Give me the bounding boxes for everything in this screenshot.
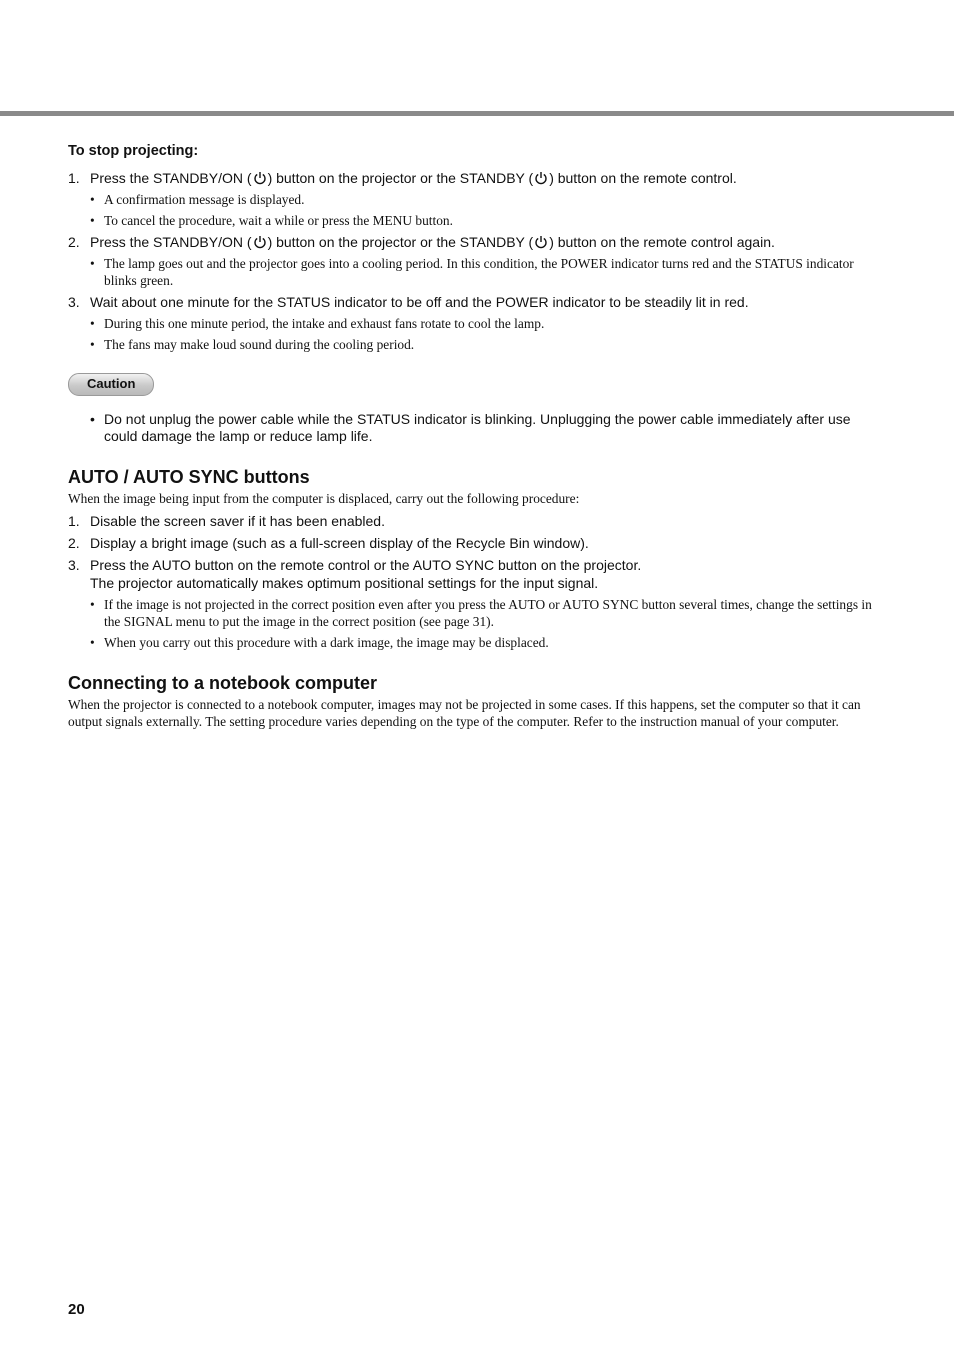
auto-sync-heading: AUTO / AUTO SYNC buttons — [68, 467, 310, 487]
stop-step-2-notes — [68, 255, 886, 289]
auto-step-2 — [68, 534, 886, 552]
step-text: Disable the screen saver if it has been enabled. — [90, 512, 385, 529]
list-item: • To cancel the procedure, wait a while or press the MENU button. — [68, 212, 886, 229]
list-item: • Do not unplug the power cable while the STATUS indicator is blinking. Unplugging the power cable immediately after use could damage the lamp or reduce lamp life. — [68, 411, 886, 445]
step-number: 2. — [68, 534, 80, 551]
step-text: Display a bright image (such as a full-screen display of the Recycle Bin window). — [90, 534, 589, 551]
step-text-pre: Press the STANDBY/ON ( — [90, 170, 252, 186]
stop-step-2 — [68, 233, 886, 251]
notebook-text: When the projector is connected to a notebook computer, images may not be projected in some cases. If this happens, set the computer so that it can output signals externally. The setting procedure varies depending on the type of the computer. Refer to the instruction manual of your computer. — [68, 696, 861, 729]
list-item: • The fans may make loud sound during the cooling period. — [68, 336, 886, 353]
step-text-post: ) button on the remote control. — [549, 170, 737, 186]
notebook-heading: Connecting to a notebook computer — [68, 672, 377, 693]
step-text: Press the AUTO button on the remote control or the AUTO SYNC button on the projector. — [90, 556, 642, 573]
step-text-post: ) button on the remote control again. — [549, 234, 775, 250]
step-text-mid: ) button on the projector or the STANDBY ( — [267, 170, 534, 186]
step-number: 3. — [68, 294, 80, 310]
list-item: • A confirmation message is displayed. — [68, 191, 886, 208]
caution-badge: Caution — [68, 373, 154, 396]
step-text-pre: Press the STANDBY/ON ( — [90, 234, 252, 250]
power-icon — [253, 235, 267, 249]
power-icon — [534, 171, 548, 185]
stop-step-1-notes — [68, 191, 886, 229]
step-number: 2. — [68, 234, 80, 250]
top-rule — [0, 111, 954, 116]
auto-sync-intro: When the image being input from the computer is displaced, carry out the following procedure: — [68, 491, 580, 506]
step-number: 3. — [68, 556, 80, 573]
step-text-continued: The projector automatically makes optimum positional settings for the input signal. — [90, 574, 599, 591]
step-number: 1. — [68, 170, 80, 186]
list-item: • If the image is not projected in the correct position even after you press the AUTO or AUTO SYNC button several times, change the settings in the SIGNAL menu to put the image in the correct position (see page 31). — [68, 596, 886, 630]
auto-step-3-notes — [68, 596, 886, 651]
page-number: 20 — [68, 1301, 85, 1318]
stop-step-1 — [68, 169, 886, 187]
list-item: • The lamp goes out and the projector goes into a cooling period. In this condition, the POWER indicator turns red and the STATUS indicator blinks green. — [68, 255, 886, 289]
caution-list — [68, 411, 886, 445]
step-text-mid: ) button on the projector or the STANDBY ( — [267, 234, 534, 250]
auto-step-3 — [68, 556, 886, 592]
stop-step-3 — [68, 293, 886, 311]
list-item: • When you carry out this procedure with a dark image, the image may be displaced. — [68, 634, 886, 651]
step-number: 1. — [68, 512, 80, 529]
stop-step-3-notes — [68, 315, 886, 353]
power-icon — [253, 171, 267, 185]
stop-projecting-heading: To stop projecting: — [68, 143, 199, 159]
page-content — [68, 142, 886, 731]
step-text: Wait about one minute for the STATUS indicator to be off and the POWER indicator to be steadily lit in red. — [90, 294, 749, 310]
list-item: • During this one minute period, the intake and exhaust fans rotate to cool the lamp. — [68, 315, 886, 332]
auto-step-1 — [68, 512, 886, 530]
power-icon — [534, 235, 548, 249]
